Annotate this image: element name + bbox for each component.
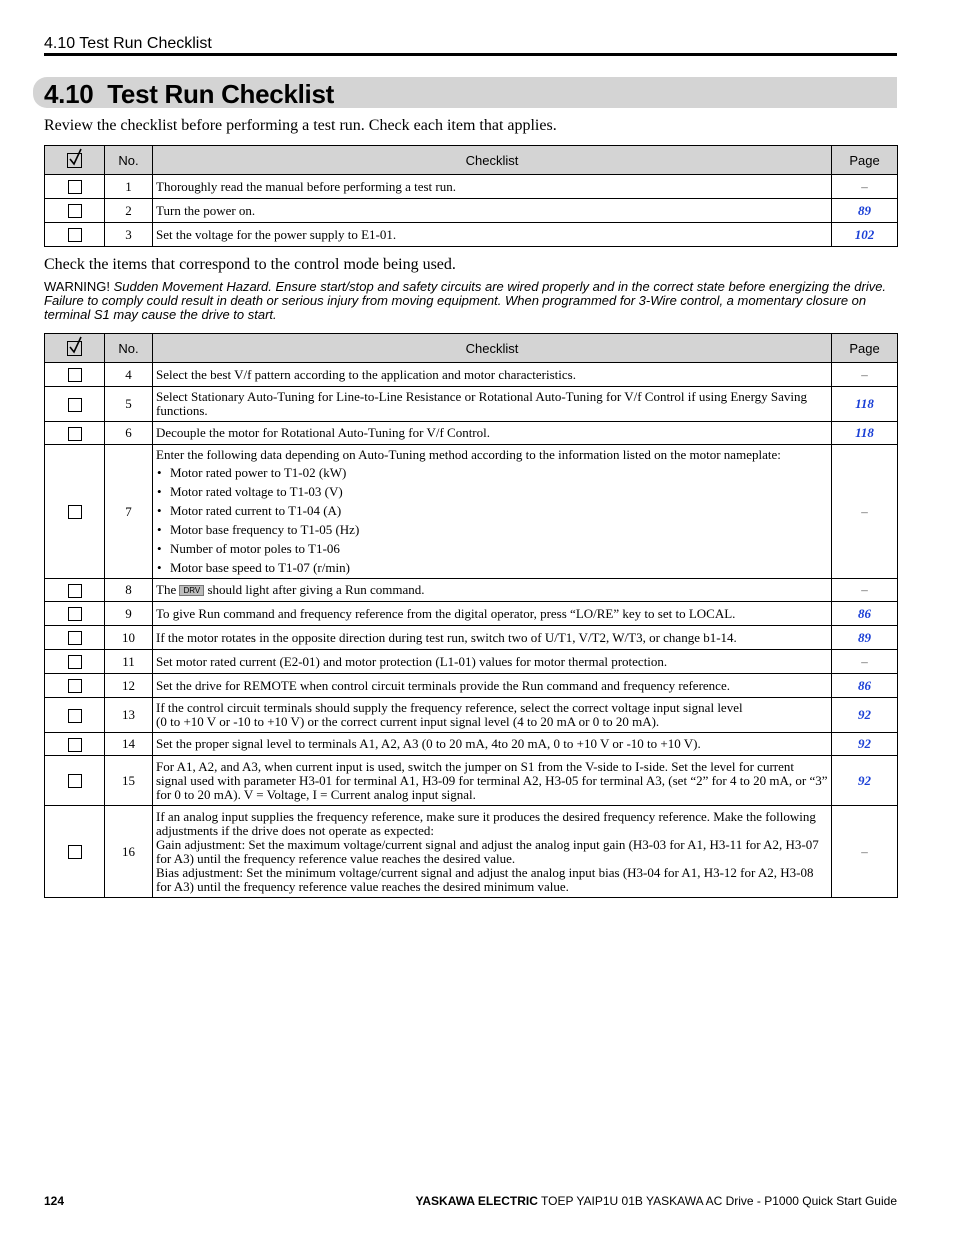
item-text: Set motor rated current (E2-01) and motor protection (L1-01) values for motor thermal protection. [153,650,832,674]
page-link[interactable]: 92 [832,756,898,806]
item-number: 3 [105,223,153,247]
footer-doc-info [415,1194,897,1208]
checkbox[interactable] [68,505,82,519]
table-row [45,422,898,445]
section-title: 4.10 Test Run Checklist [44,79,334,109]
table-row [45,733,898,756]
page-ref: – [832,445,898,579]
checklist-table-2 [44,333,898,898]
page-ref: – [832,579,898,602]
item-text: Turn the power on. [153,199,832,223]
checkbox[interactable] [68,679,82,693]
page-link[interactable]: 118 [832,387,898,422]
item-text: If an analog input supplies the frequency reference, make sure it produces the desired frequency reference. Make the following adjustments if the drive does not operate as expected: [156,808,816,838]
checkmark-box-icon [67,341,82,356]
page-column-header: Page [832,334,898,363]
checkbox[interactable] [68,709,82,723]
checkbox[interactable] [68,180,82,194]
list-item: • Number of motor poles to T1-06 [156,542,828,556]
table-row [45,387,898,422]
check-column-header [45,334,105,363]
page-ref: – [832,363,898,387]
page-link[interactable]: 86 [832,674,898,698]
item-number: 1 [105,175,153,199]
item-number: 6 [105,422,153,445]
item-text: Set the drive for REMOTE when control circuit terminals provide the Run command and frequency reference. [153,674,832,698]
mode-intro-text: Check the items that correspond to the control mode being used. [44,256,456,273]
checklist-column-header: Checklist [153,334,832,363]
page-number: 124 [44,1194,65,1208]
checklist-column-header: Checklist [153,146,832,175]
item-text: Gain adjustment: Set the maximum voltage/current signal and adjust the analog input gain (H3-03 for A1, H3-11 for A2, H3-07 for A3) until the frequency reference value reaches the desired value. [156,836,819,866]
page-ref: – [832,175,898,199]
item-number: 14 [105,733,153,756]
footer-brand: YASKAWA ELECTRIC [415,1194,538,1208]
table-row [45,674,898,698]
checkbox[interactable] [68,398,82,412]
item-number: 15 [105,756,153,806]
page-link[interactable]: 89 [832,626,898,650]
table-row [45,175,898,199]
nameplate-list [156,466,828,575]
item-text: Enter the following data depending on Auto-Tuning method according to the information listed on the motor nameplate: [156,447,781,462]
item-text: If the control circuit terminals should supply the frequency reference, select the correct voltage input signal level [156,700,743,715]
item-number: 10 [105,626,153,650]
item-number: 4 [105,363,153,387]
page-link[interactable]: 118 [832,422,898,445]
intro-text: Review the checklist before performing a test run. Check each item that applies. [44,117,557,134]
item-text: Thoroughly read the manual before performing a test run. [153,175,832,199]
page-link[interactable]: 89 [832,199,898,223]
table-row [45,650,898,674]
item-text: For A1, A2, and A3, when current input is used, switch the jumper on S1 from the V-side to I-side. Set the level for current signal used with parameter H3-01 for terminal A1, H3-09 for terminal A2, H3-05 for terminal A3, (set “2” for 4 to 20 mA, or “3” for 0 to 20 mA). V = Voltage, I = Current analog input signal. [153,756,832,806]
item-number: 11 [105,650,153,674]
item-number: 9 [105,602,153,626]
checkbox[interactable] [68,228,82,242]
checkbox[interactable] [68,607,82,621]
checkbox[interactable] [68,368,82,382]
drv-indicator-icon: DRV [179,585,204,596]
checkbox[interactable] [68,204,82,218]
item-text: Bias adjustment: Set the minimum voltage/current signal and adjust the analog input bias (H3-04 for A1, H3-12 for A2, H3-08 for A3) until the frequency reference value reaches the desired minimum value. [156,864,814,894]
table-row [45,698,898,733]
item-text: To give Run command and frequency reference from the digital operator, press “LO/RE” key to set to LOCAL. [153,602,832,626]
item-number: 12 [105,674,153,698]
list-item: • Motor rated voltage to T1-03 (V) [156,485,828,499]
item-text: Decouple the motor for Rotational Auto-Tuning for V/f Control. [153,422,832,445]
table-row [45,756,898,806]
list-item: • Motor base frequency to T1-05 (Hz) [156,523,828,537]
no-column-header: No. [105,146,153,175]
checkbox[interactable] [68,845,82,859]
item-text: If the motor rotates in the opposite direction during test run, switch two of U/T1, V/T2, W/T3, or change b1-14. [153,626,832,650]
warning-text: Sudden Movement Hazard. Ensure start/stop and safety circuits are wired properly and in the correct state before energizing the drive. Failure to comply could result in death or serious injury from moving equipment. When programmed for 3-Wire control, a momentary closure on terminal S1 may cause the drive to start. [44,279,887,322]
page-column-header: Page [832,146,898,175]
item-number: 7 [105,445,153,579]
list-item: • Motor base speed to T1-07 (r/min) [156,561,828,575]
checkbox[interactable] [68,655,82,669]
table-row [45,579,898,602]
item-number: 16 [105,806,153,898]
table-row [45,626,898,650]
checkbox[interactable] [68,631,82,645]
checkbox[interactable] [68,738,82,752]
item-text: (0 to +10 V or -10 to +10 V) or the correct current input signal level (4 to 20 mA or 0 to 20 mA). [156,714,660,729]
running-header: 4.10 Test Run Checklist [44,35,212,52]
table-row [45,199,898,223]
item-number: 13 [105,698,153,733]
item-text: The [156,582,177,597]
table-row [45,223,898,247]
table-row [45,602,898,626]
item-text: Set the voltage for the power supply to E1-01. [153,223,832,247]
page-link[interactable]: 92 [832,698,898,733]
item-text: Select the best V/f pattern according to the application and motor characteristics. [153,363,832,387]
item-text: Set the proper signal level to terminals A1, A2, A3 (0 to 20 mA, 4to 20 mA, 0 to +10 V or -10 to +10 V). [153,733,832,756]
warning-block [44,280,900,322]
no-column-header: No. [105,334,153,363]
footer-doc-title: TOEP YAIP1U 01B YASKAWA AC Drive - P1000 Quick Start Guide [537,1194,897,1208]
checkbox[interactable] [68,584,82,598]
page-ref: – [832,650,898,674]
page-link[interactable]: 92 [832,733,898,756]
checkbox[interactable] [68,427,82,441]
checkmark-box-icon [67,153,82,168]
page-ref: – [832,806,898,898]
checkbox[interactable] [68,774,82,788]
check-column-header [45,146,105,175]
item-number: 2 [105,199,153,223]
table-row [45,806,898,898]
list-item: • Motor rated current to T1-04 (A) [156,504,828,518]
page-link[interactable]: 102 [832,223,898,247]
table-header-row [45,334,898,363]
header-rule [44,53,897,56]
page-link[interactable]: 86 [832,602,898,626]
list-item: • Motor rated power to T1-02 (kW) [156,466,828,480]
item-number: 5 [105,387,153,422]
table-row [45,445,898,579]
table-header-row [45,146,898,175]
item-text: Select Stationary Auto-Tuning for Line-to-Line Resistance or Rotational Auto-Tuning for V/f Control if using Energy Saving functions. [153,387,832,422]
checklist-table-1 [44,145,898,247]
item-number: 8 [105,579,153,602]
item-text: should light after giving a Run command. [207,582,425,597]
table-row [45,363,898,387]
warning-label: WARNING! [44,279,110,294]
